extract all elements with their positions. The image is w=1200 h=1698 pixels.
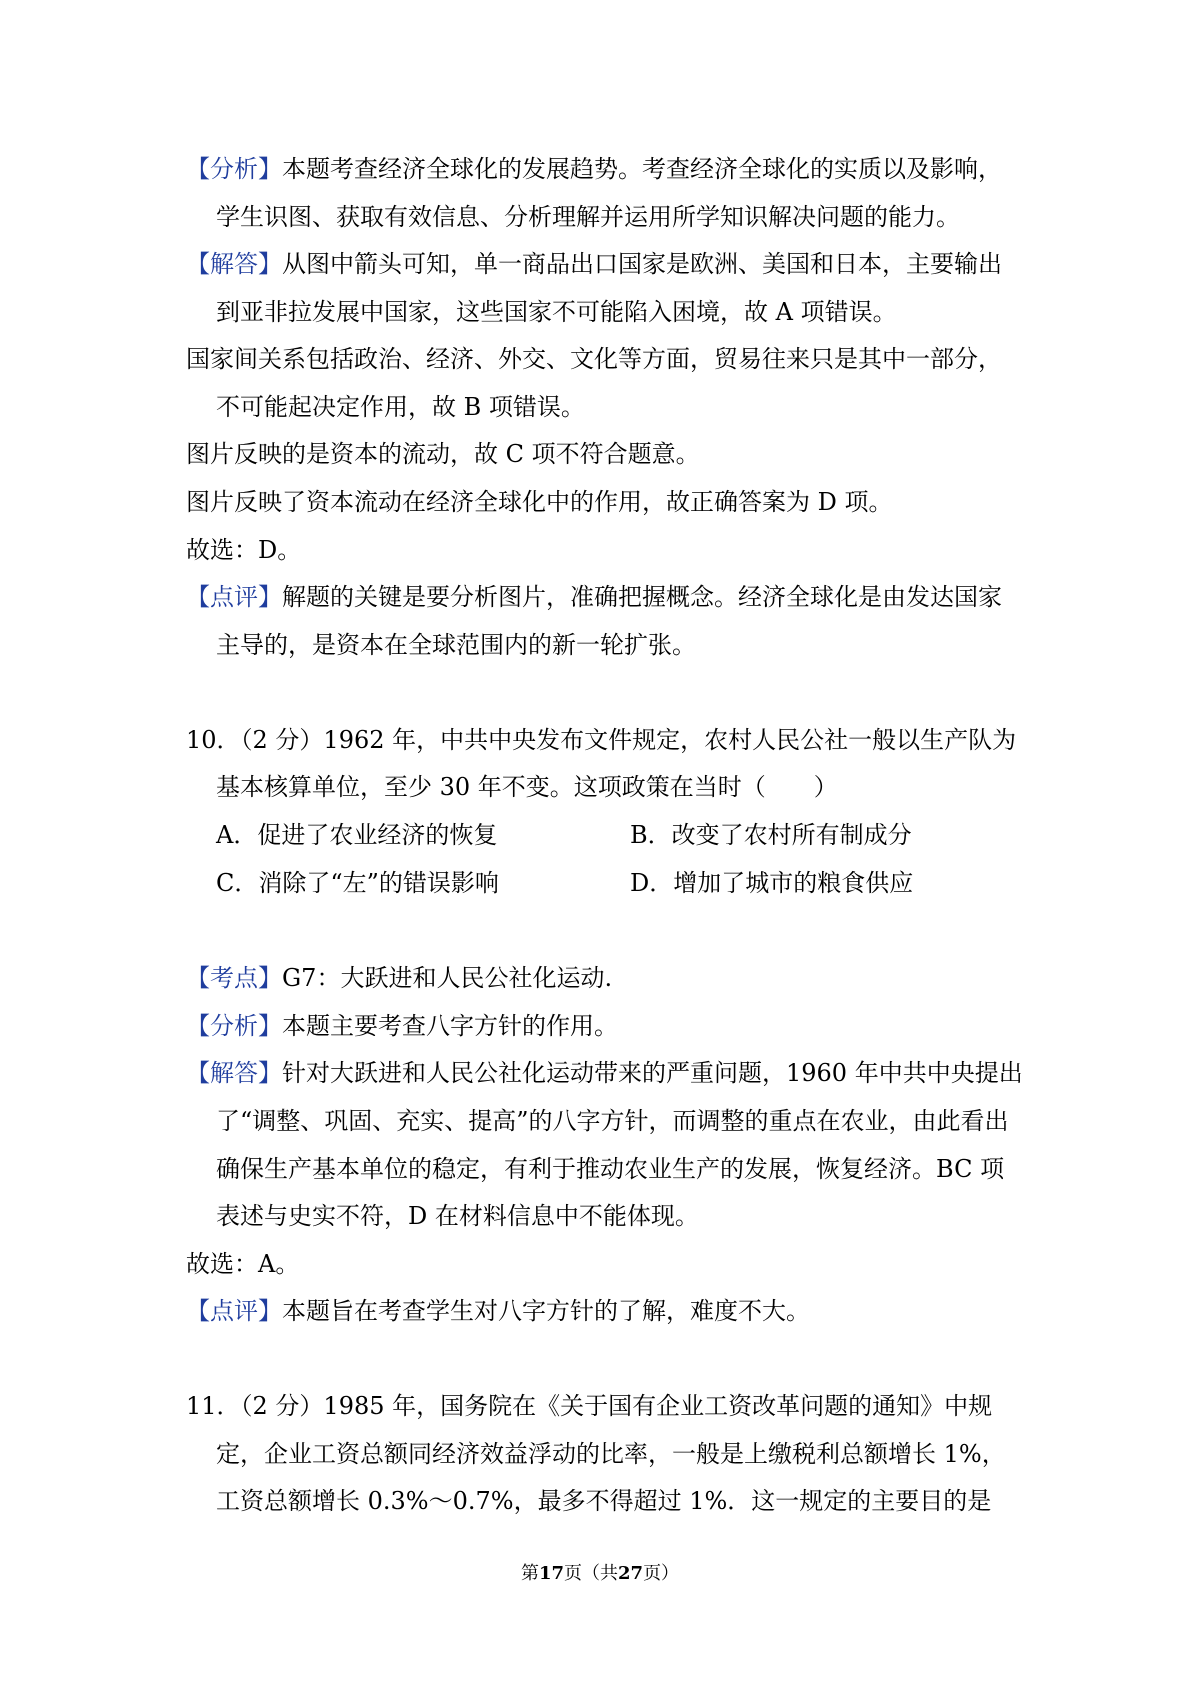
key-point-tag: 【考点】 xyxy=(186,964,282,992)
key-point-text: G7：大跃进和人民公社化运动. xyxy=(282,964,613,992)
comment-line-1 xyxy=(186,580,1026,614)
answer-explanation-tag: 【解答】 xyxy=(186,250,282,278)
footer-prefix: 第 xyxy=(520,1563,539,1584)
answer-explanation-text: 从图中箭头可知，单一商品出口国家是欧洲、美国和日本，主要输出 xyxy=(282,250,1002,278)
answer-explanation-2-tag: 【解答】 xyxy=(186,1059,282,1087)
question-10-option-a: A．促进了农业经济的恢复 xyxy=(216,821,498,849)
footer-middle: 页（共 xyxy=(564,1563,618,1584)
comment-tag: 【点评】 xyxy=(186,583,282,611)
question-11-line-3: 工资总额增长 0.3%～0.7%，最多不得超过 1%．这一规定的主要目的是 xyxy=(216,1487,992,1515)
question-10-line-1: 10．（2 分）1962 年，中共中央发布文件规定，农村人民公社一般以生产队为 xyxy=(186,726,1017,754)
question-10-option-d: D．增加了城市的粮食供应 xyxy=(630,869,914,897)
analysis-2-tag: 【分析】 xyxy=(186,1012,282,1040)
answer-explanation-2-line-3: 确保生产基本单位的稳定，有利于推动农业生产的发展，恢复经济。BC 项 xyxy=(216,1155,1005,1183)
comment-2-tag: 【点评】 xyxy=(186,1297,282,1325)
footer-current-page: 17 xyxy=(538,1563,564,1584)
paragraph-b-line-1: 国家间关系包括政治、经济、外交、文化等方面，贸易往来只是其中一部分， xyxy=(186,345,1002,373)
answer-explanation-line-1 xyxy=(186,247,1026,281)
question-11-line-2: 定，企业工资总额同经济效益浮动的比率，一般是上缴税利总额增长 1%， xyxy=(216,1440,1006,1468)
key-point-line xyxy=(186,961,1026,995)
comment-line-2: 主导的，是资本在全球范围内的新一轮扩张。 xyxy=(216,631,696,659)
answer-explanation-2-line-2: 了“调整、巩固、充实、提高”的八字方针，而调整的重点在农业，由此看出 xyxy=(216,1107,1009,1135)
selected-answer-1: 故选：D。 xyxy=(186,536,302,564)
paragraph-c: 图片反映的是资本的流动，故 C 项不符合题意。 xyxy=(186,440,700,468)
footer-suffix: 页） xyxy=(643,1563,680,1584)
comment-2-line xyxy=(186,1294,1026,1328)
question-10-line-2: 基本核算单位，至少 30 年不变。这项政策在当时（ ） xyxy=(216,773,838,801)
footer-total-pages: 27 xyxy=(618,1563,644,1584)
analysis-text: 本题考查经济全球化的发展趋势。考查经济全球化的实质以及影响， xyxy=(282,155,1002,183)
answer-explanation-2-text: 针对大跃进和人民公社化运动带来的严重问题，1960 年中共中央提出 xyxy=(282,1059,1023,1087)
answer-explanation-2-line-1 xyxy=(186,1056,1026,1090)
comment-2-text: 本题旨在考查学生对八字方针的了解，难度不大。 xyxy=(282,1297,810,1325)
selected-answer-2: 故选：A。 xyxy=(186,1250,300,1278)
answer-explanation-2-line-4: 表述与史实不符，D 在材料信息中不能体现。 xyxy=(216,1202,699,1230)
paragraph-d: 图片反映了资本流动在经济全球化中的作用，故正确答案为 D 项。 xyxy=(186,488,893,516)
analysis-2-line xyxy=(186,1009,1026,1043)
analysis-line-1 xyxy=(186,152,1026,186)
question-11-line-1: 11．（2 分）1985 年，国务院在《关于国有企业工资改革问题的通知》中规 xyxy=(186,1392,993,1420)
question-10-option-c: C．消除了“左”的错误影响 xyxy=(216,869,499,897)
paragraph-b-line-2: 不可能起决定作用，故 B 项错误。 xyxy=(216,393,585,421)
comment-text: 解题的关键是要分析图片，准确把握概念。经济全球化是由发达国家 xyxy=(282,583,1002,611)
page-footer xyxy=(0,1562,1200,1586)
analysis-line-2: 学生识图、获取有效信息、分析理解并运用所学知识解决问题的能力。 xyxy=(216,203,960,231)
analysis-tag: 【分析】 xyxy=(186,155,282,183)
answer-explanation-line-2: 到亚非拉发展中国家，这些国家不可能陷入困境，故 A 项错误。 xyxy=(216,298,897,326)
analysis-2-text: 本题主要考查八字方针的作用。 xyxy=(282,1012,618,1040)
question-10-option-b: B．改变了农村所有制成分 xyxy=(630,821,912,849)
